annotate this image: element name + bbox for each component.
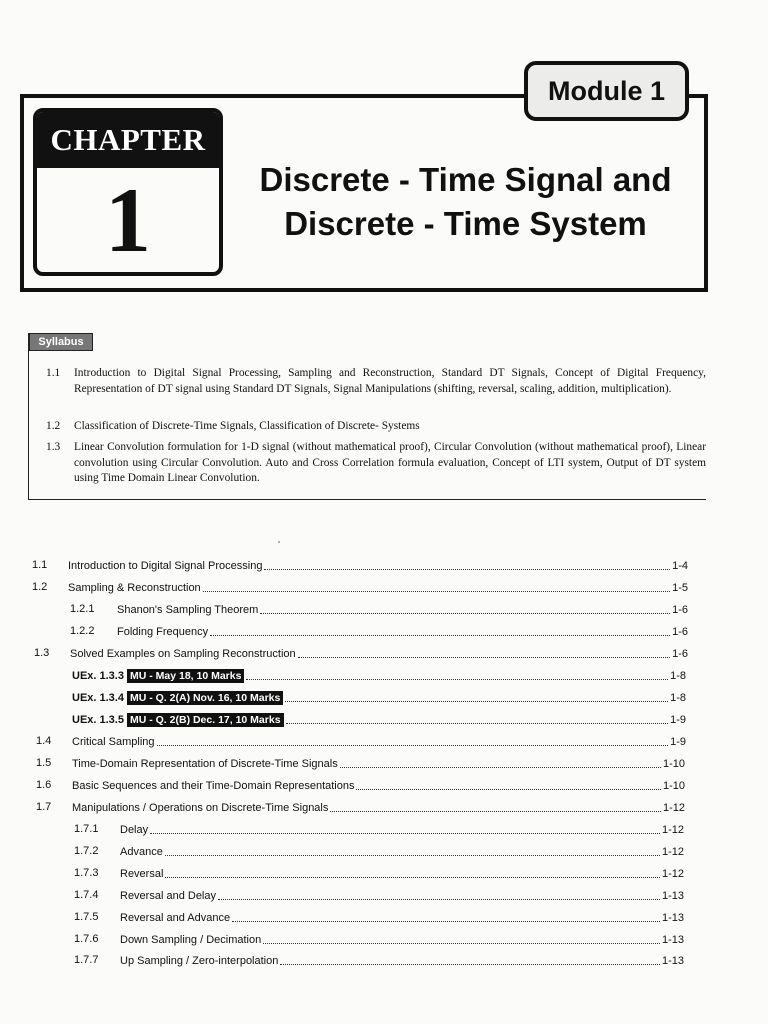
syllabus-item-text: Classification of Discrete-Time Signals, Classification of Discrete- Systems [74,420,420,432]
toc-page-number: 1-4 [672,560,688,572]
chapter-label: CHAPTER [37,112,219,168]
toc-row [0,666,768,686]
chapter-number: 1 [105,169,151,271]
toc-page-number: 1-5 [672,582,688,594]
toc-number: 1.7.3 [74,867,99,879]
syllabus-item [46,440,706,487]
toc-row [0,930,768,950]
toc-title: Sampling & Reconstruction [68,582,201,594]
toc-page-number: 1-13 [661,955,684,967]
chapter-title [238,158,693,246]
toc-leader-dots [165,868,660,878]
toc-row [0,951,768,971]
toc-row [0,688,768,708]
toc-title: Folding Frequency [117,626,209,638]
toc-row [0,644,768,664]
toc-page-number: 1-9 [670,714,686,726]
toc-page-number: 1-12 [661,846,684,858]
toc-leader-dots [165,846,660,856]
toc-leader-dots [260,604,670,614]
toc-row [0,556,768,576]
toc-leader-dots [356,780,660,790]
toc-row [0,776,768,796]
toc-number: 1.2 [32,581,48,593]
toc-number: 1.7.7 [74,954,99,966]
syllabus-item-number: 1.2 [46,420,61,432]
toc-row [0,908,768,928]
toc-number: 1.5 [36,757,52,769]
toc-title: Solved Examples on Sampling Reconstruction [70,648,296,660]
toc-number: 1.1 [32,559,48,571]
toc-page-number: 1-9 [670,736,686,748]
syllabus-item-number: 1.3 [46,441,61,453]
toc-title: Critical Sampling [72,736,155,748]
toc-page-number: 1-13 [661,912,684,924]
toc-title: Shanon's Sampling Theorem [117,604,259,616]
toc-leader-dots [286,714,669,724]
module-label: Module 1 [524,61,689,121]
toc-number: 1.7.5 [74,911,99,923]
toc-leader-dots [210,626,670,636]
toc-page-number: 1-10 [662,758,685,770]
syllabus-item [46,419,706,435]
toc-row [0,798,768,818]
toc-title: Reversal and Delay [120,890,216,902]
toc-example-label: UEx. 1.3.5 [72,714,124,726]
toc-title: Introduction to Digital Signal Processing [68,560,263,572]
toc-number: 1.7 [36,801,52,813]
toc-page-number: 1-13 [661,934,684,946]
toc-row [0,578,768,598]
toc-number: 1.7.2 [74,845,99,857]
toc-row [0,842,768,862]
toc-title: Delay [120,824,149,836]
toc-row [0,600,768,620]
toc-page-number: 1-6 [672,648,688,660]
toc-number: 1.2.2 [70,625,95,637]
print-speck [278,541,280,543]
toc-leader-dots [246,670,668,680]
chapter-title-line-1: Discrete - Time Signal and [259,161,672,198]
toc-page-number: 1-6 [672,626,688,638]
toc-leader-dots [298,648,670,658]
toc-number: 1.3 [34,647,50,659]
toc-leader-dots [330,802,661,812]
syllabus-item [46,366,706,397]
toc-page-number: 1-6 [672,604,688,616]
toc-leader-dots [232,912,660,922]
toc-leader-dots [157,736,669,746]
toc-row [0,622,768,642]
toc-row [0,754,768,774]
toc-leader-dots [280,955,660,965]
toc-leader-dots [264,560,670,570]
toc-row [0,820,768,840]
toc-leader-dots [263,934,660,944]
toc-title: Up Sampling / Zero-interpolation [120,955,279,967]
toc-leader-dots [340,758,661,768]
toc-title: Down Sampling / Decimation [120,934,262,946]
syllabus-item-number: 1.1 [46,367,61,379]
toc-page-number: 1-13 [661,890,684,902]
exam-badge: MU - Q. 2(B) Dec. 17, 10 Marks [127,713,284,727]
toc-page-number: 1-8 [670,670,686,682]
toc-row [0,886,768,906]
toc-number: 1.2.1 [70,603,95,615]
toc-title: Advance [120,846,163,858]
toc-page-number: 1-8 [670,692,686,704]
toc-page-number: 1-12 [661,868,684,880]
toc-page-number: 1-12 [662,802,685,814]
syllabus-item-text: Introduction to Digital Signal Processing, Sampling and Reconstruction, Standard DT Signals, Concept of Digital Frequency, Representation of DT signal using Standard DT Signals, Signal Manipulations (shifting, reversal, scaling, addition, multiplication). [74,367,706,395]
toc-number: 1.6 [36,779,52,791]
toc-title: Reversal and Advance [120,912,231,924]
toc-row [0,710,768,730]
toc-number: 1.7.4 [74,889,99,901]
toc-title: Reversal [120,868,164,880]
chapter-badge [33,108,223,276]
toc-leader-dots [203,582,670,592]
toc-number: 1.4 [36,735,52,747]
toc-number: 1.7.6 [74,933,99,945]
toc-page-number: 1-10 [662,780,685,792]
toc-row [0,864,768,884]
toc-title: Basic Sequences and their Time-Domain Representations [72,780,355,792]
toc-leader-dots [285,692,668,702]
chapter-title-line-2: Discrete - Time System [284,205,647,242]
toc-page-number: 1-12 [661,824,684,836]
toc-title: Manipulations / Operations on Discrete-Time Signals [72,802,329,814]
syllabus-item-text: Linear Convolution formulation for 1-D signal (without mathematical proof), Circular Convolution (without mathematical proof), Linear convolution using Circular Convolution. Auto and Cross Correlation formula evaluation, Concept of LTI system, Output of DT system using Time Domain Linear Convolution. [74,441,706,485]
syllabus-label: Syllabus [29,333,93,351]
exam-badge: MU - Q. 2(A) Nov. 16, 10 Marks [127,691,283,705]
toc-leader-dots [150,824,660,834]
toc-example-label: UEx. 1.3.3 [72,670,124,682]
toc-example-label: UEx. 1.3.4 [72,692,124,704]
toc-title: Time-Domain Representation of Discrete-Time Signals [72,758,338,770]
toc-number: 1.7.1 [74,823,99,835]
toc-row [0,732,768,752]
toc-leader-dots [218,890,660,900]
exam-badge: MU - May 18, 10 Marks [127,669,244,683]
